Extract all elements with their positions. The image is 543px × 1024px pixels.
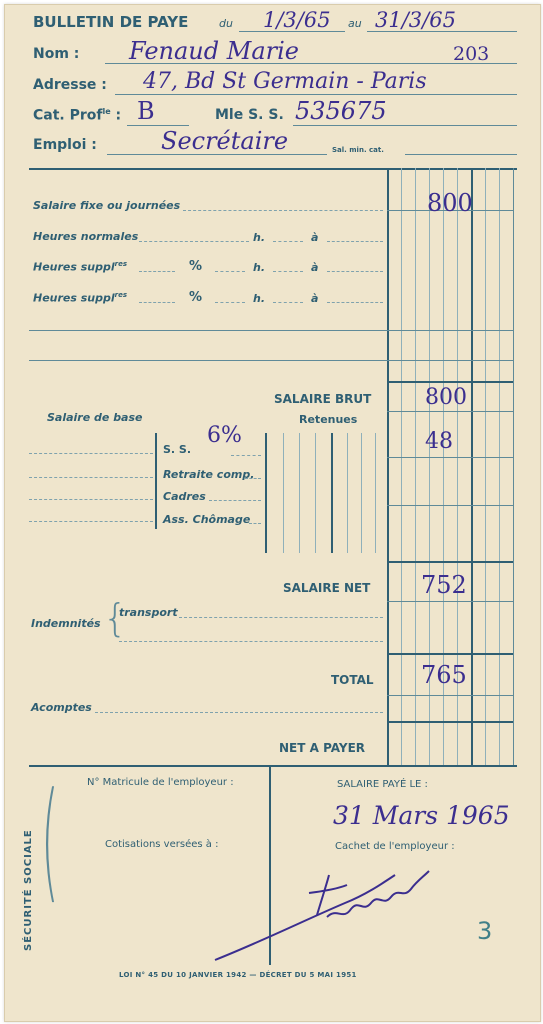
salaire-net-label: SALAIRE NET [283,581,371,595]
emploi-value: Secrétaire [161,127,289,155]
retenues-grid-mid [331,433,333,553]
a-unit: à [311,261,319,274]
base-line [29,453,153,454]
total-value: 765 [421,661,467,689]
employer-signature [205,855,445,965]
grid-line [499,168,500,765]
base-line [29,477,153,478]
pct-unit: % [189,290,203,305]
h-unit: h. [253,292,266,305]
acomptes-line [95,712,383,713]
nom-value: Fenaud Marie [129,37,299,65]
indemnites-label: Indemnités [31,617,101,630]
cat-line [127,125,189,126]
matricule-label: N° Matricule de l'employeur : [87,777,234,788]
sal-min-line [405,154,517,155]
row-rule [387,695,513,696]
grid-line [315,433,316,553]
heures-supp-1-label: Heures suppl$^{res}$ [33,260,128,274]
brut-top-rule [387,381,513,383]
nom-label: Nom : [33,46,80,62]
h-line [273,271,303,272]
ss-value: 48 [425,429,453,454]
row-rule [387,457,513,458]
retraite-label: Retraite comp. [163,468,255,481]
h-line [273,241,303,242]
a-line [327,271,383,272]
salaire-paye-label: SALAIRE PAYÉ LE : [337,779,428,790]
salaire-fixe-value: 800 [427,189,473,217]
emploi-label: Emploi : [33,137,97,153]
grid-line [485,168,486,765]
transport-label: transport [119,606,178,619]
net-a-payer-label: NET A PAYER [279,741,366,755]
retenues-label: Retenues [299,413,358,426]
securite-sociale-label: SÉCURITÉ SOCIALE [23,829,34,951]
mle-value: 535675 [295,97,387,125]
retenues-bracket [155,433,157,529]
page-number: 3 [477,917,493,945]
slip-title: BULLETIN DE PAYE [33,13,189,31]
grid-line [415,168,416,765]
retenues-grid-left [265,433,267,553]
row-rule [387,601,513,602]
acomptes-label: Acomptes [31,701,92,714]
cadres-line [209,500,261,501]
grid-line [401,168,402,765]
a-line [327,302,383,303]
salaire-brut-value: 800 [425,385,467,410]
supp-line [215,302,245,303]
cadres-label: Cadres [163,490,206,503]
a-line [327,241,383,242]
net-top-rule [387,561,513,563]
h-line [273,302,303,303]
indemnites-brace: { [103,596,128,640]
salaire-brut-label: SALAIRE BRUT [274,392,372,406]
ass-chomage-line [249,523,261,524]
pct-unit: % [189,259,203,274]
securite-brace: ( [41,764,59,916]
adresse-value: 47, Bd St Germain - Paris [143,69,427,94]
net-payer-top-rule [387,721,513,723]
salaire-fixe-line [183,210,383,211]
grid-line [283,433,284,553]
amount-column-edge [513,168,514,765]
heures-normales-line [139,241,249,242]
h-unit: h. [253,261,266,274]
mle-line [293,125,517,126]
a-unit: à [311,231,319,244]
total-top-rule [387,653,513,655]
ss-label: S. S. [163,443,192,456]
cotisations-label: Cotisations versées à : [105,839,219,850]
amount-column-right-rule [471,168,473,765]
salaire-de-base-label: Salaire de base [47,411,143,424]
adresse-label: Adresse : [33,77,107,93]
supp-line [215,271,245,272]
sal-min-label: Sal. min. cat. [332,146,384,154]
au-value: 31/3/65 [375,8,456,32]
adresse-line [115,94,517,95]
cachet-label: Cachet de l'employeur : [335,841,455,852]
heures-supp-2-label: Heures suppl$^{res}$ [33,291,128,305]
supp-line [139,271,175,272]
loi-text: LOI N° 45 DU 10 JANVIER 1942 — DÉCRET DU 5 MAI 1951 [119,971,357,979]
main-bottom-rule [29,765,517,767]
heures-normales-label: Heures normales [33,230,139,243]
grid-line [347,433,348,553]
transport-line [179,617,383,618]
grid-line [375,433,376,553]
cat-value: B [137,97,155,125]
row-rule [387,411,513,412]
h-unit: h. [253,231,266,244]
slip-number: 203 [453,43,490,65]
base-line [29,499,153,500]
salaire-fixe-label: Salaire fixe ou journées [33,199,181,212]
amount-column-left-rule [387,168,389,765]
salaire-paye-value: 31 Mars 1965 [333,801,510,830]
indemnite-line [119,641,383,642]
grid-line [299,433,300,553]
pay-slip [4,4,541,1022]
retraite-line [245,478,261,479]
grid-line [361,433,362,553]
total-label: TOTAL [331,673,374,687]
base-line [29,521,153,522]
ass-chomage-label: Ass. Chômage [163,513,251,526]
du-label: du [219,17,233,30]
supp-line [139,302,175,303]
au-label: au [348,17,362,30]
cat-label: Cat. Prof$^{le}$ : [33,107,122,124]
row-rule [29,360,513,361]
a-unit: à [311,292,319,305]
salaire-net-value: 752 [421,571,467,599]
ss-line [231,455,261,456]
du-value: 1/3/65 [263,8,331,32]
row-rule [29,330,513,331]
row-rule [387,505,513,506]
ss-rate: 6% [207,423,242,448]
mle-label: Mle S. S. [215,107,284,123]
